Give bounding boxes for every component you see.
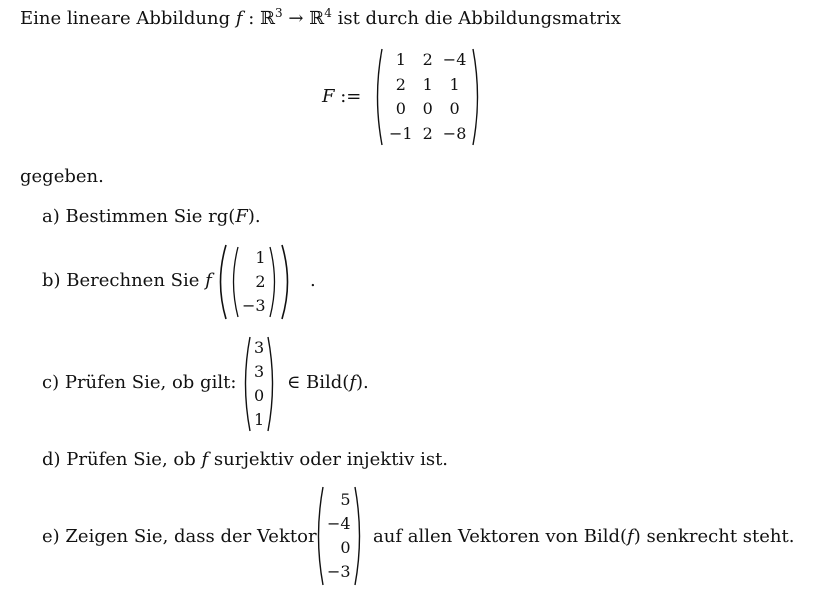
domain-exponent: 3: [275, 6, 283, 20]
matrix-cell: −8: [442, 123, 467, 143]
task-d-text2: surjektiv oder injektiv ist.: [213, 449, 449, 470]
task-e-close: ) senkrecht steht.: [633, 526, 795, 547]
task-a-text: Bestimmen Sie rg(: [65, 206, 236, 227]
task-e-text1: [42, 526, 317, 548]
vector-entry: −4: [327, 514, 351, 533]
vector-entry: −3: [327, 562, 351, 581]
task-c-label: c): [42, 372, 60, 393]
assign-symbol: :=: [340, 86, 362, 107]
left-paren-icon: [240, 336, 252, 432]
right-paren-icon: [266, 336, 278, 432]
task-e-vector-entries: [325, 486, 353, 586]
reals-symbol-codomain: ℝ$^4$: [309, 6, 332, 29]
intro-rest: ist durch die Abbildungsmatrix: [337, 8, 621, 29]
task-e-vector: [313, 486, 365, 586]
vector-entry: 3: [254, 362, 265, 381]
left-paren-icon: [228, 244, 240, 320]
colon: :: [248, 8, 255, 29]
matrix-F: [372, 48, 483, 146]
matrix-cell: 0: [422, 99, 433, 119]
task-c-vector-entries: [252, 336, 266, 432]
task-e-rest: auf allen Vektoren von Bild(: [373, 526, 628, 547]
task-c-close: ).: [356, 372, 369, 393]
task-a-close: ).: [247, 206, 261, 227]
task-c-member-text: ∈ Bild(: [287, 372, 350, 393]
intro-line: [20, 8, 621, 30]
matrix-cell: 0: [395, 99, 406, 119]
matrix-label: [322, 86, 361, 108]
outer-left-paren-icon: [214, 244, 228, 320]
matrix-entries: [384, 48, 471, 146]
matrix-name: F: [322, 86, 335, 107]
matrix-cell: 1: [395, 50, 406, 70]
task-c-f: f: [349, 372, 357, 393]
matrix-row: [384, 73, 471, 98]
matrix-cell: 2: [422, 50, 433, 70]
reals-symbol-domain: ℝ$^3$: [260, 6, 283, 29]
task-a-var: F: [235, 206, 248, 227]
vector-entry: 5: [340, 490, 351, 509]
task-a-label: a): [42, 206, 60, 227]
map-symbol-f: f: [235, 8, 243, 29]
matrix-cell: 2: [395, 74, 406, 94]
vector-entry: 0: [340, 538, 351, 557]
task-c-desc: Prüfen Sie, ob gilt:: [64, 372, 237, 393]
right-paren-icon: [471, 48, 483, 146]
matrix-row: [384, 97, 471, 122]
outer-right-paren-icon: [280, 244, 294, 320]
task-b-text: [42, 270, 212, 292]
matrix-cell: 0: [449, 99, 460, 119]
matrix-cell: 2: [422, 123, 433, 143]
task-b-f: f: [205, 270, 212, 291]
intro-start: Eine lineare Abbildung: [20, 8, 231, 29]
matrix-cell: 1: [449, 74, 460, 94]
right-paren-icon: [268, 244, 280, 320]
task-b-label: b): [42, 270, 61, 291]
vector-entry: −3: [242, 296, 266, 315]
codomain-exponent: 4: [324, 6, 332, 20]
vector-entry: 1: [254, 410, 265, 429]
vector-entry: 2: [255, 272, 266, 291]
task-d-label: d): [42, 449, 61, 470]
task-b-desc: Berechnen Sie: [66, 270, 200, 291]
vector-entry: 3: [254, 338, 265, 357]
task-b-vector-entries: [240, 244, 268, 320]
right-paren-icon: [353, 486, 365, 586]
task-e-label: e): [42, 526, 60, 547]
task-e-text2: [373, 526, 794, 548]
task-b-vector: [214, 244, 294, 320]
task-d-text1: Prüfen Sie, ob: [66, 449, 196, 470]
task-d: [42, 449, 448, 471]
matrix-row: [384, 122, 471, 147]
vector-entry: 1: [255, 248, 266, 267]
matrix-cell: −1: [389, 123, 413, 143]
task-b-end: .: [310, 270, 316, 291]
left-paren-icon: [313, 486, 325, 586]
matrix-cell: −4: [442, 50, 467, 70]
task-c-member: [287, 372, 369, 394]
matrix-row: [384, 48, 471, 73]
task-e-f: f: [627, 526, 634, 547]
task-e-desc: Zeigen Sie, dass der Vektor: [65, 526, 317, 547]
left-paren-icon: [372, 48, 384, 146]
given-text: gegeben.: [20, 166, 104, 187]
task-c-vector: [240, 336, 278, 432]
arrow: →: [288, 8, 304, 29]
vector-entry: 0: [254, 386, 265, 405]
task-d-f: f: [201, 449, 209, 470]
task-a: [42, 206, 261, 228]
task-c-text: [42, 372, 236, 394]
matrix-cell: 1: [422, 74, 433, 94]
